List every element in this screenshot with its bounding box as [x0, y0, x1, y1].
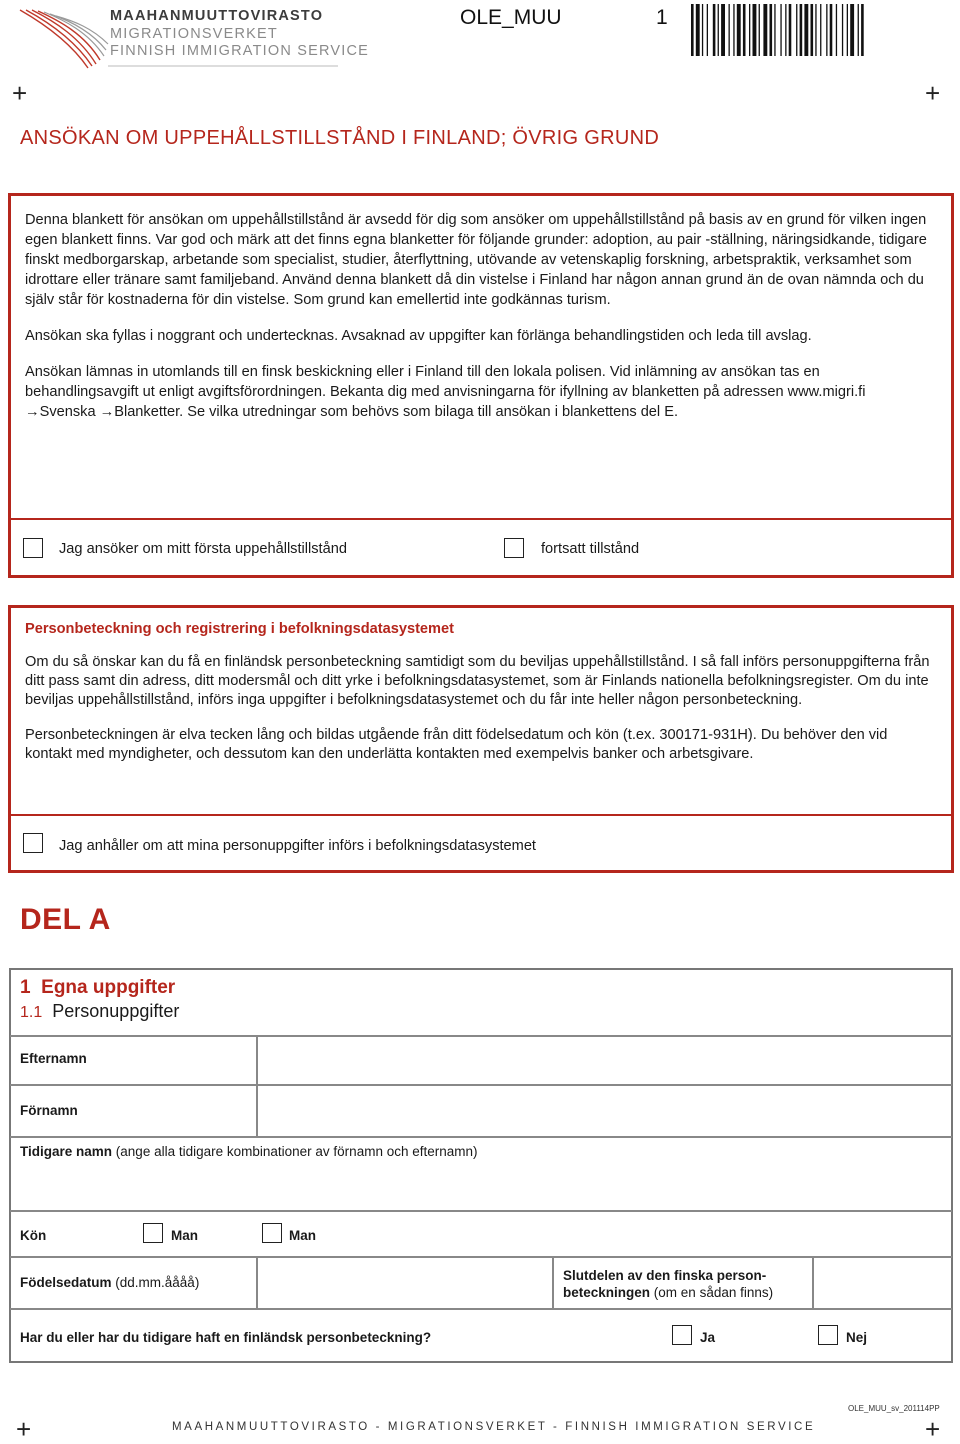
section-1-title	[20, 977, 175, 999]
barcode-bar	[759, 4, 760, 56]
intro-paragraph-3: Ansökan lämnas in utomlands till en finsk beskickning eller i Finland till den lokala polisen. Vid inlämning av ansökan tas en behandlingsavgift ut enligt avgiftsförordningen. Bekanta dig med anvisningarna för ifyllning av blanketten på adressen www.migri.fi →Svenska →Blanketter. Se vilka utredningar som behövs som bilaga till ansökan i blankettens del E.	[25, 364, 866, 420]
continued-permit-checkbox[interactable]	[504, 538, 524, 558]
personal-id-title: Personbeteckning och registrering i befolkningsdatasystemet	[25, 621, 455, 637]
intro-box	[8, 193, 954, 578]
barcode-bar	[796, 4, 797, 56]
barcode	[690, 4, 918, 56]
barcode-bar	[763, 4, 767, 56]
barcode-bar	[753, 4, 757, 56]
finnish-id-end-input[interactable]	[814, 1258, 950, 1307]
barcode-bar	[721, 4, 725, 56]
barcode-bar	[702, 4, 703, 56]
barcode-bar	[774, 4, 775, 56]
agency-name-sv: MIGRATIONSVERKET	[110, 25, 278, 42]
barcode-bar	[780, 4, 781, 56]
divider	[11, 518, 951, 522]
section-1-1-label: Personuppgifter	[52, 1001, 180, 1021]
form-version-code: OLE_MUU_sv_201114PP	[848, 1404, 940, 1413]
barcode-bar	[785, 4, 786, 56]
crop-mark-icon: +	[925, 78, 941, 108]
barcode-bar	[713, 4, 716, 56]
barcode-bar	[770, 4, 773, 56]
barcode-bar	[836, 4, 837, 56]
barcode-bar	[733, 4, 734, 56]
sex-option-1-label: Man	[171, 1228, 198, 1243]
surname-input[interactable]	[258, 1037, 950, 1083]
sex-option-2-label: Man	[289, 1228, 316, 1243]
barcode-bar	[743, 4, 746, 56]
barcode-bar	[737, 4, 741, 56]
register-data-label: Jag anhåller om att mina personuppgifter införs i befolkningsdatasystemet	[59, 838, 536, 854]
section-1-label: Egna uppgifter	[41, 977, 176, 998]
form-title: ANSÖKAN OM UPPEHÅLLSTILLSTÅND I FINLAND; ÖVRIG GRUND	[20, 127, 660, 149]
had-finnish-id-question: Har du eller har du tidigare haft en finländsk personbeteckning?	[20, 1330, 432, 1345]
barcode-bar	[811, 4, 814, 56]
previous-names-hint: (ange alla tidigare kombinationer av förnamn och efternamn)	[115, 1144, 478, 1159]
row-divider	[10, 1210, 952, 1212]
previous-names-input[interactable]	[12, 1165, 950, 1209]
part-a-heading: DEL A	[20, 903, 111, 936]
barcode-bar	[815, 4, 816, 56]
dob-label	[20, 1275, 199, 1290]
sex-option-1-checkbox[interactable]	[143, 1223, 163, 1243]
had-finnish-id-no-checkbox[interactable]	[818, 1325, 838, 1345]
previous-names-label	[20, 1144, 478, 1159]
surname-label: Efternamn	[20, 1051, 87, 1066]
footer-agency-names: MAAHANMUUTTOVIRASTO - MIGRATIONSVERKET - FINNISH IMMIGRATION SERVICE	[172, 1421, 816, 1433]
row-divider	[10, 1308, 952, 1310]
crop-mark-icon: +	[16, 1414, 32, 1444]
firstname-label: Förnamn	[20, 1103, 78, 1118]
barcode-bar	[830, 4, 833, 56]
barcode-bar	[729, 4, 730, 56]
firstname-input[interactable]	[258, 1086, 950, 1135]
finnish-id-end-label	[563, 1267, 803, 1301]
first-permit-checkbox[interactable]	[23, 538, 43, 558]
dob-input[interactable]	[258, 1258, 550, 1307]
finnish-id-end-hint: (om en sådan finns)	[653, 1285, 774, 1300]
dob-hint: (dd.mm.åååå)	[115, 1275, 200, 1290]
row-divider	[10, 1136, 952, 1138]
barcode-bar	[691, 4, 694, 56]
barcode-bar	[842, 4, 843, 56]
personal-id-paragraph-1: Om du så önskar kan du få en finländsk personbeteckning samtidigt som du beviljas uppehållstillstånd. I så fall införs personuppgifterna från ditt pass samt din adress, ditt modersmål och ditt yrke i befolkningsdatasystemet, som är Finlands nationella befolkningsregister. Om du inte beviljas uppehållstillstånd, införs inga uppgifter i befolkningsdatasystemet och du får inte heller någon personbeteckning.	[25, 654, 930, 708]
agency-name	[110, 8, 369, 61]
barcode-bar	[718, 4, 719, 56]
first-permit-label: Jag ansöker om mitt första uppehållstillstånd	[59, 541, 347, 557]
continued-permit-label: fortsatt tillstånd	[541, 541, 640, 557]
section-1-1-title	[20, 1001, 179, 1022]
barcode-bar	[858, 4, 859, 56]
barcode-bar	[847, 4, 848, 56]
column-divider	[552, 1256, 554, 1308]
form-code: OLE_MUU	[460, 6, 562, 29]
finnish-id-end-title: Slutdelen av den finska person-beteckningen	[563, 1268, 767, 1300]
personal-id-box	[8, 605, 954, 873]
register-data-checkbox[interactable]	[23, 833, 43, 853]
barcode-bar	[804, 4, 808, 56]
barcode-bar	[800, 4, 803, 56]
sex-label: Kön	[20, 1228, 47, 1243]
barcode-bar	[820, 4, 821, 56]
crop-mark-icon: +	[925, 1414, 941, 1444]
had-finnish-id-yes-checkbox[interactable]	[672, 1325, 692, 1345]
barcode-bar	[789, 4, 792, 56]
barcode-bar	[749, 4, 750, 56]
section-1-number: 1	[20, 977, 31, 998]
intro-paragraph-2: Ansökan ska fyllas i noggrant och undertecknas. Avsaknad av uppgifter kan förlänga behandlingstiden och leda till avslag.	[25, 328, 812, 344]
crop-mark-icon: +	[12, 78, 28, 108]
sex-option-2-checkbox[interactable]	[262, 1223, 282, 1243]
barcode-bar	[826, 4, 827, 56]
barcode-bar	[707, 4, 708, 56]
page-number: 1	[656, 6, 668, 29]
barcode-bar	[861, 4, 864, 56]
divider	[11, 814, 951, 818]
agency-name-en: FINNISH IMMIGRATION SERVICE	[110, 43, 370, 59]
agency-name-fi: MAAHANMUUTTOVIRASTO	[110, 8, 324, 24]
section-1-1-number: 1.1	[20, 1004, 43, 1021]
had-finnish-id-yes-label: Ja	[700, 1330, 716, 1345]
intro-paragraph-1: Denna blankett för ansökan om uppehållstillstånd är avsedd för dig som ansöker om uppehållstillstånd på basis av en grund för vilken ingen egen blankett finns. Var god och märk att det finns egna blanketter för följande grunder: adoption, au pair -ställning, näringsidkande, tidigare finskt medborgarskap, arbetande som specialist, studier, återflyttning, utövande av vetenskaplig forskning, arbetspraktik, verksamhet som idrottare eller tränare samt familjeband. Använd denna blankett då din vistelse i Finland har någon annan grund än de ovan nämnda och du själv står för kostnaderna för din vistelse. Som grund kan emellertid inte godkännas turism.	[25, 212, 927, 308]
barcode-bar	[696, 4, 700, 56]
had-finnish-id-no-label: Nej	[846, 1330, 868, 1345]
dob-title: Födelsedatum	[20, 1275, 112, 1290]
previous-names-title: Tidigare namn	[20, 1144, 113, 1159]
personal-id-paragraph-2: Personbeteckningen är elva tecken lång och bildas utgående från ditt födelsedatum och kön (t.ex. 300171-931H). Du behöver den vid kontakt med myndigheter, och dessutom kan den underlätta kontakten med exempelvis banker och arbetsgivare.	[25, 727, 888, 762]
barcode-bar	[850, 4, 854, 56]
